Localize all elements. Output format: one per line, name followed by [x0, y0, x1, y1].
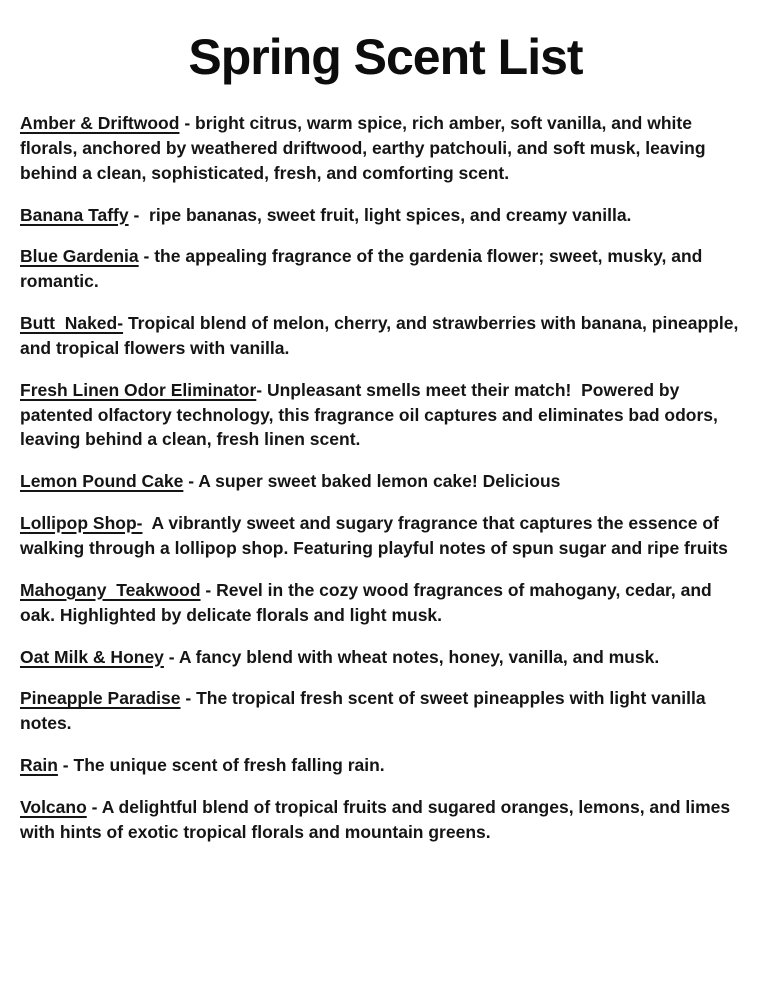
- scent-description: the appealing fragrance of the gardenia flower; sweet, musky, and romantic.: [20, 246, 708, 292]
- scent-name: Lemon Pound Cake: [20, 471, 184, 492]
- scent-name: Volcano: [20, 796, 87, 817]
- scent-separator: -: [138, 246, 155, 267]
- scent-name: Lollipop Shop-: [20, 513, 143, 534]
- scent-separator: -: [57, 755, 74, 776]
- scent-name: Fresh Linen Odor Eliminator: [20, 379, 257, 400]
- scent-entry-pineapple-paradise: [20, 686, 751, 736]
- scent-name: Oat Milk & Honey: [20, 646, 164, 667]
- scent-separator: -: [200, 579, 217, 600]
- scent-name: Butt Naked-: [20, 313, 124, 334]
- scent-entry-lemon-pound-cake: [20, 469, 751, 494]
- scent-separator: -: [256, 379, 267, 400]
- scent-separator: -: [86, 796, 102, 817]
- scent-separator: -: [180, 688, 197, 709]
- scent-description: A vibrantly sweet and sugary fragrance that captures the essence of walking through a lollipop shop. Featuring playful notes of spun sugar and ripe fruits: [20, 513, 728, 558]
- scent-entry-banana-taffy: [20, 203, 751, 228]
- scent-separator: -: [183, 471, 199, 492]
- scent-description: The unique scent of fresh falling rain.: [73, 755, 385, 776]
- scent-name: Banana Taffy: [20, 204, 129, 225]
- scent-entry-oat-milk-honey: [20, 645, 751, 670]
- page-title: Spring Scent List: [188, 29, 583, 85]
- scent-description: Revel in the cozy wood fragrances of mahogany, cedar, and oak. Highlighted by delicate florals and light musk.: [20, 579, 717, 625]
- scent-entry-rain: [20, 753, 751, 778]
- scent-description: ripe bananas, sweet fruit, light spices, and creamy vanilla.: [149, 204, 632, 225]
- scent-description: Unpleasant smells meet their match! Powered by patented olfactory technology, this fragrance oil captures and eliminates bad odors, leaving behind a clean, fresh linen scent.: [20, 379, 723, 450]
- scent-description: bright citrus, warm spice, rich amber, soft vanilla, and white florals, anchored by weathered driftwood, earthy patchouli, and soft musk, leaving behind a clean, sophisticated, fresh, and comforting scent.: [20, 113, 711, 183]
- scent-description: The tropical fresh scent of sweet pineapples with light vanilla notes.: [20, 688, 711, 734]
- scent-entry-mahogany-teakwood: [20, 578, 751, 628]
- scent-separator: [142, 513, 151, 533]
- scent-name: Amber & Driftwood: [20, 113, 180, 133]
- scent-description: A super sweet baked lemon cake! Delicious: [198, 471, 561, 492]
- scent-name: Mahogany Teakwood: [20, 579, 201, 600]
- scent-separator: -: [163, 646, 179, 667]
- scent-name: Blue Gardenia: [20, 246, 139, 267]
- scent-separator: -: [128, 204, 150, 225]
- scent-entry-fresh-linen-odor-eliminator: [20, 378, 751, 453]
- scent-name: Pineapple Paradise: [20, 688, 181, 709]
- scent-entry-blue-gardenia: [20, 244, 751, 294]
- scent-entry-volcano: [20, 795, 751, 845]
- scent-entry-lollipop-shop: [20, 511, 751, 561]
- scent-name: Rain: [20, 755, 58, 776]
- scent-separator: -: [179, 113, 196, 133]
- scent-description: Tropical blend of melon, cherry, and strawberries with banana, pineapple, and tropical flowers with vanilla.: [20, 313, 744, 358]
- scent-entry-butt-naked: [20, 311, 751, 361]
- scent-entry-amber-driftwood: [20, 111, 751, 186]
- scent-description: A fancy blend with wheat notes, honey, vanilla, and musk.: [178, 646, 660, 667]
- scent-description: A delightful blend of tropical fruits and sugared oranges, lemons, and limes with hints of exotic tropical florals and mountain greens.: [20, 796, 736, 842]
